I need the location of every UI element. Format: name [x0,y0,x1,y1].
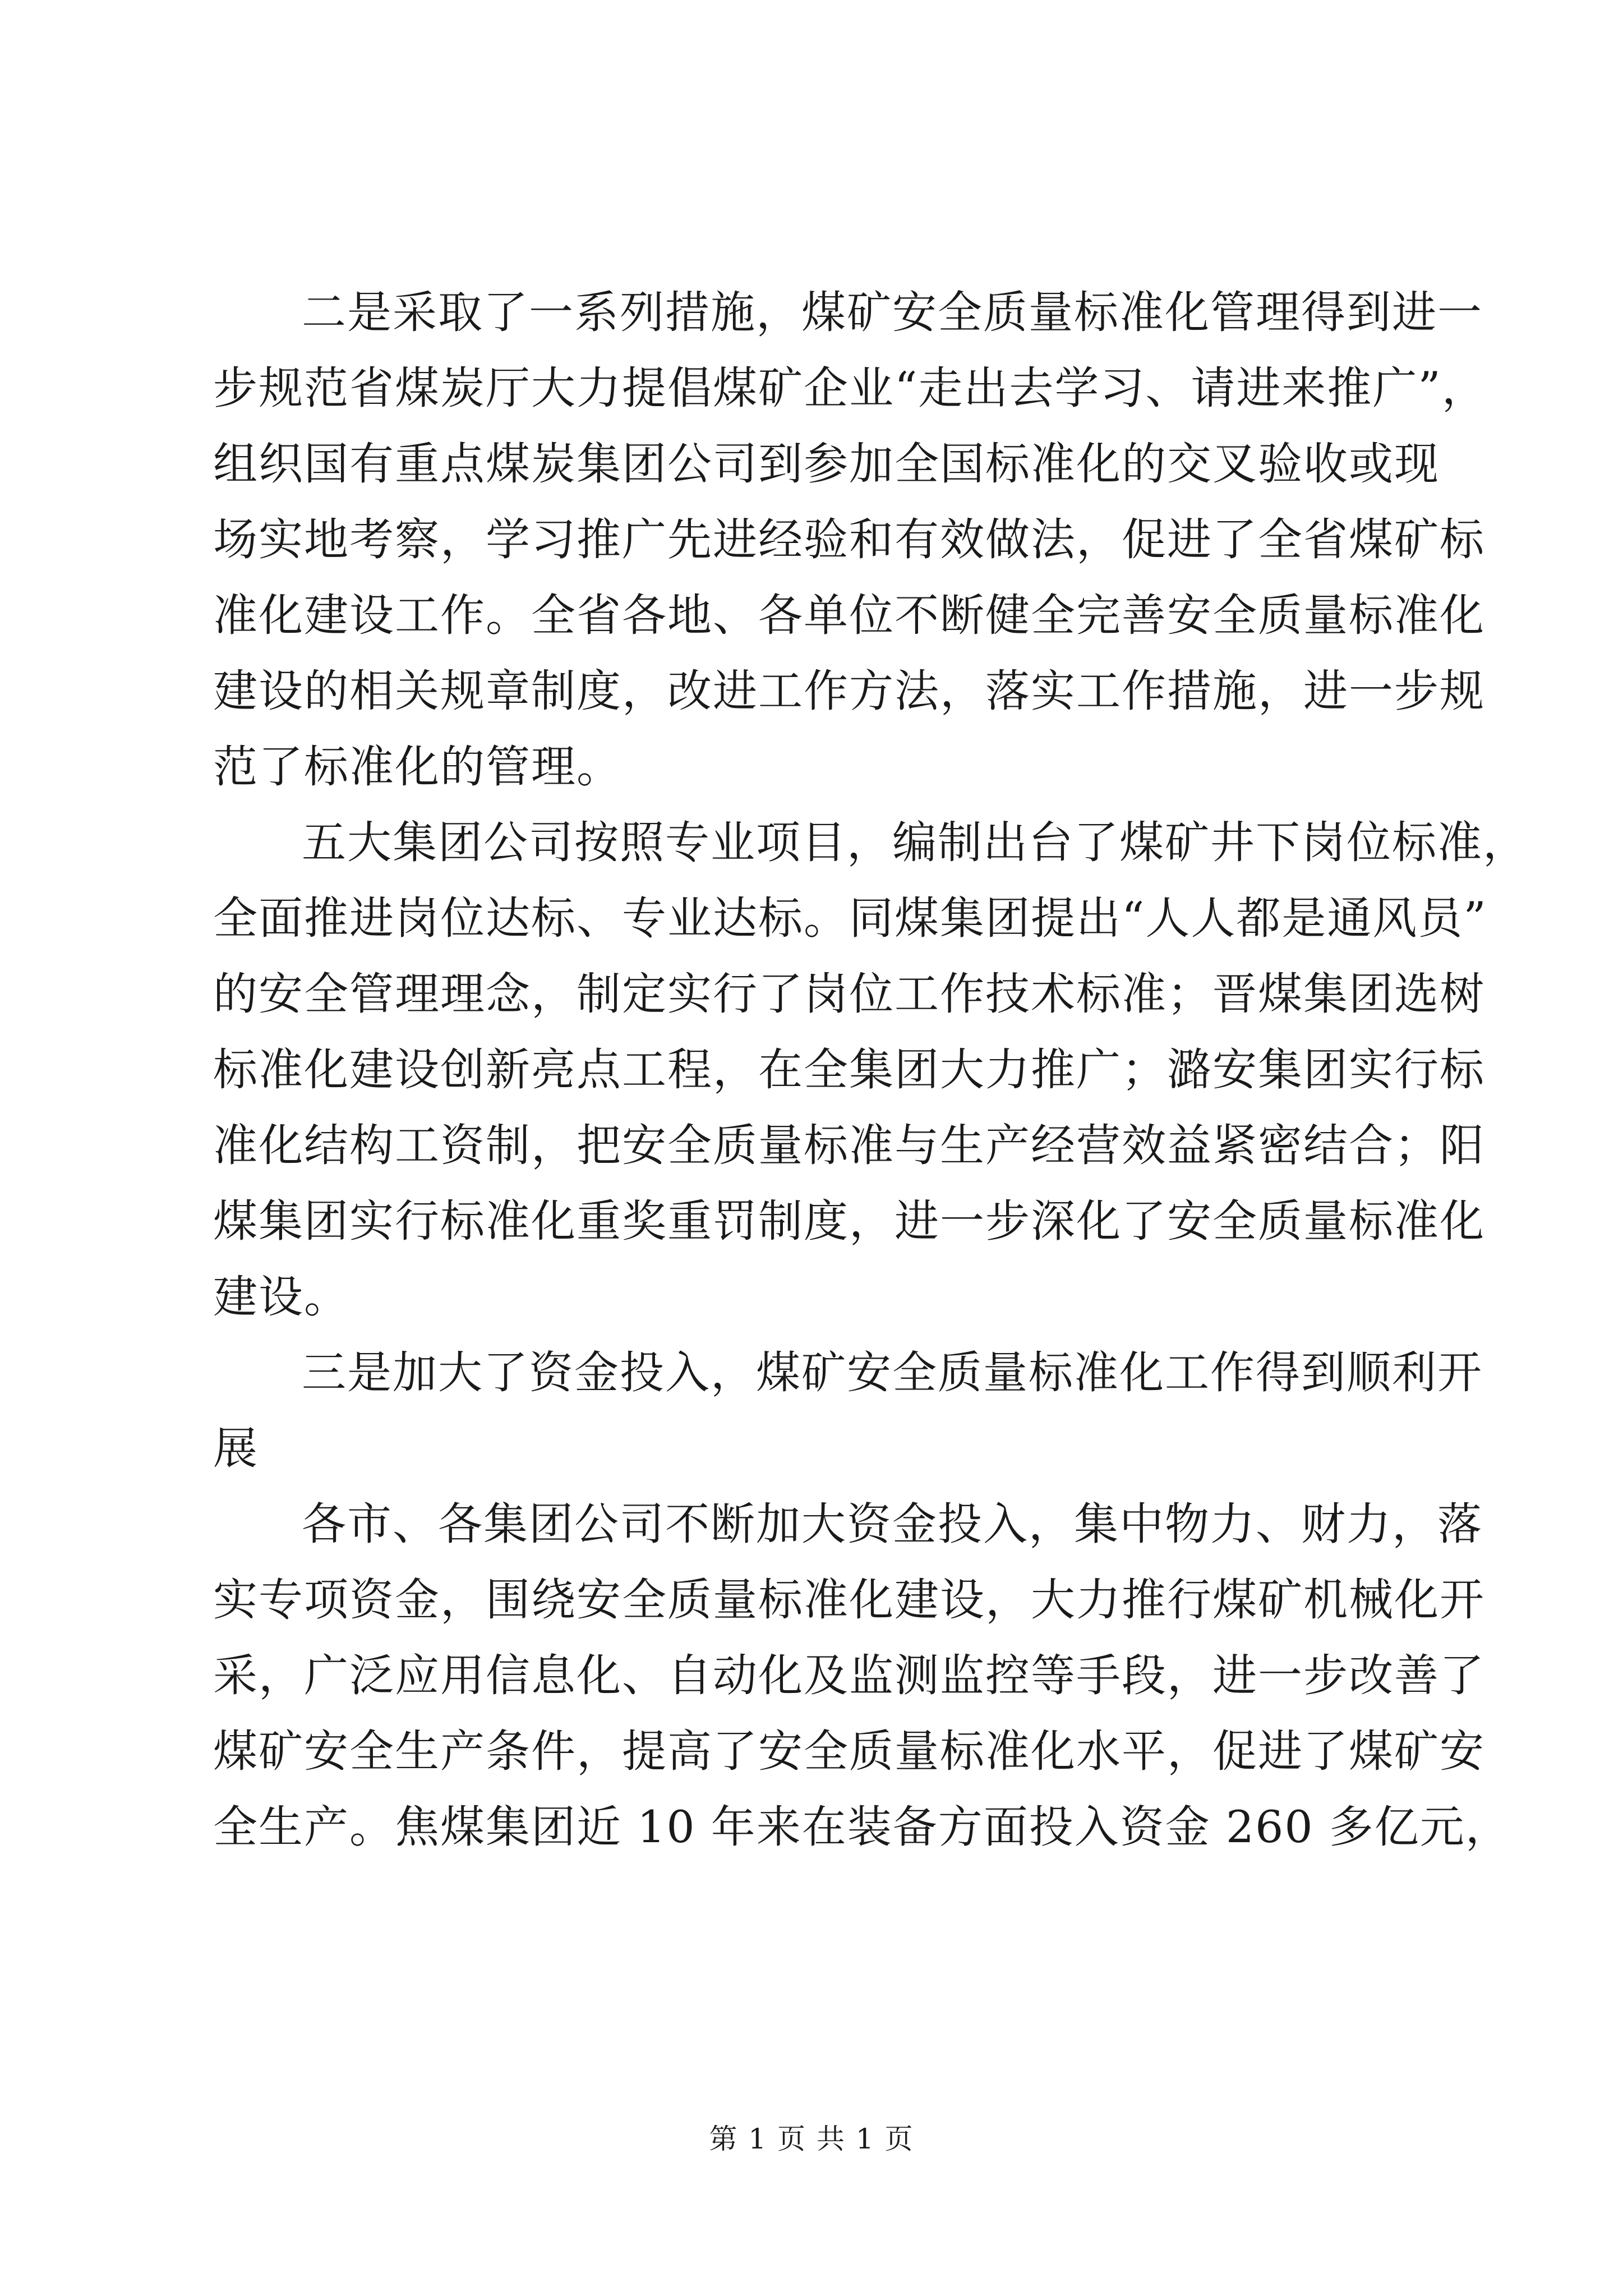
text-line: 全面推进岗位达标、专业达标。同煤集团提出“人人都是通风员” [213,892,1487,944]
text-line: 建设。 [213,1271,349,1323]
text-line: 组织国有重点煤炭集团公司到参加全国标准化的交叉验收或现 [213,438,1440,490]
text-line: 标准化建设创新亮点工程，在全集团大力推广；潞安集团实行标 [213,1044,1485,1096]
text-line: 煤矿安全生产条件，提高了安全质量标准化水平，促进了煤矿安 [213,1726,1485,1777]
page-footer: 第 1 页 共 1 页 [709,2123,914,2155]
text-line: 采，广泛应用信息化、自动化及监测监控等手段，进一步改善了 [213,1650,1485,1701]
text-line: 准化建设工作。全省各地、各单位不断健全完善安全质量标准化 [213,590,1485,641]
text-line: 全生产。焦煤集团近 10 年来在装备方面投入资金 260 多亿元， [213,1801,1511,1853]
text-line: 五大集团公司按照专业项目，编制出台了煤矿井下岗位标准， [302,817,1528,868]
text-line: 展 [213,1423,259,1474]
text-line: 范了标准化的管理。 [213,741,622,793]
text-line: 二是采取了一系列措施，煤矿安全质量标准化管理得到进一 [302,287,1483,338]
text-line: 场实地考察，学习推广先进经验和有效做法，促进了全省煤矿标 [213,514,1485,565]
text-line: 步规范省煤炭厅大力提倡煤矿企业“走出去学习、请进来推广”， [213,362,1487,414]
text-line: 三是加大了资金投入，煤矿安全质量标准化工作得到顺利开 [302,1347,1483,1398]
text-line: 煤集团实行标准化重奖重罚制度，进一步深化了安全质量标准化 [213,1195,1485,1247]
text-line: 的安全管理理念，制定实行了岗位工作技术标准；晋煤集团选树 [213,968,1485,1020]
text-line: 实专项资金，围绕安全质量标准化建设，大力推行煤矿机械化开 [213,1574,1485,1626]
text-line: 准化结构工资制，把安全质量标准与生产经营效益紧密结合；阳 [213,1120,1485,1171]
text-line: 建设的相关规章制度，改进工作方法，落实工作措施，进一步规 [213,665,1485,717]
text-line: 各市、各集团公司不断加大资金投入，集中物力、财力，落 [302,1498,1483,1550]
document-body [213,275,1528,1865]
